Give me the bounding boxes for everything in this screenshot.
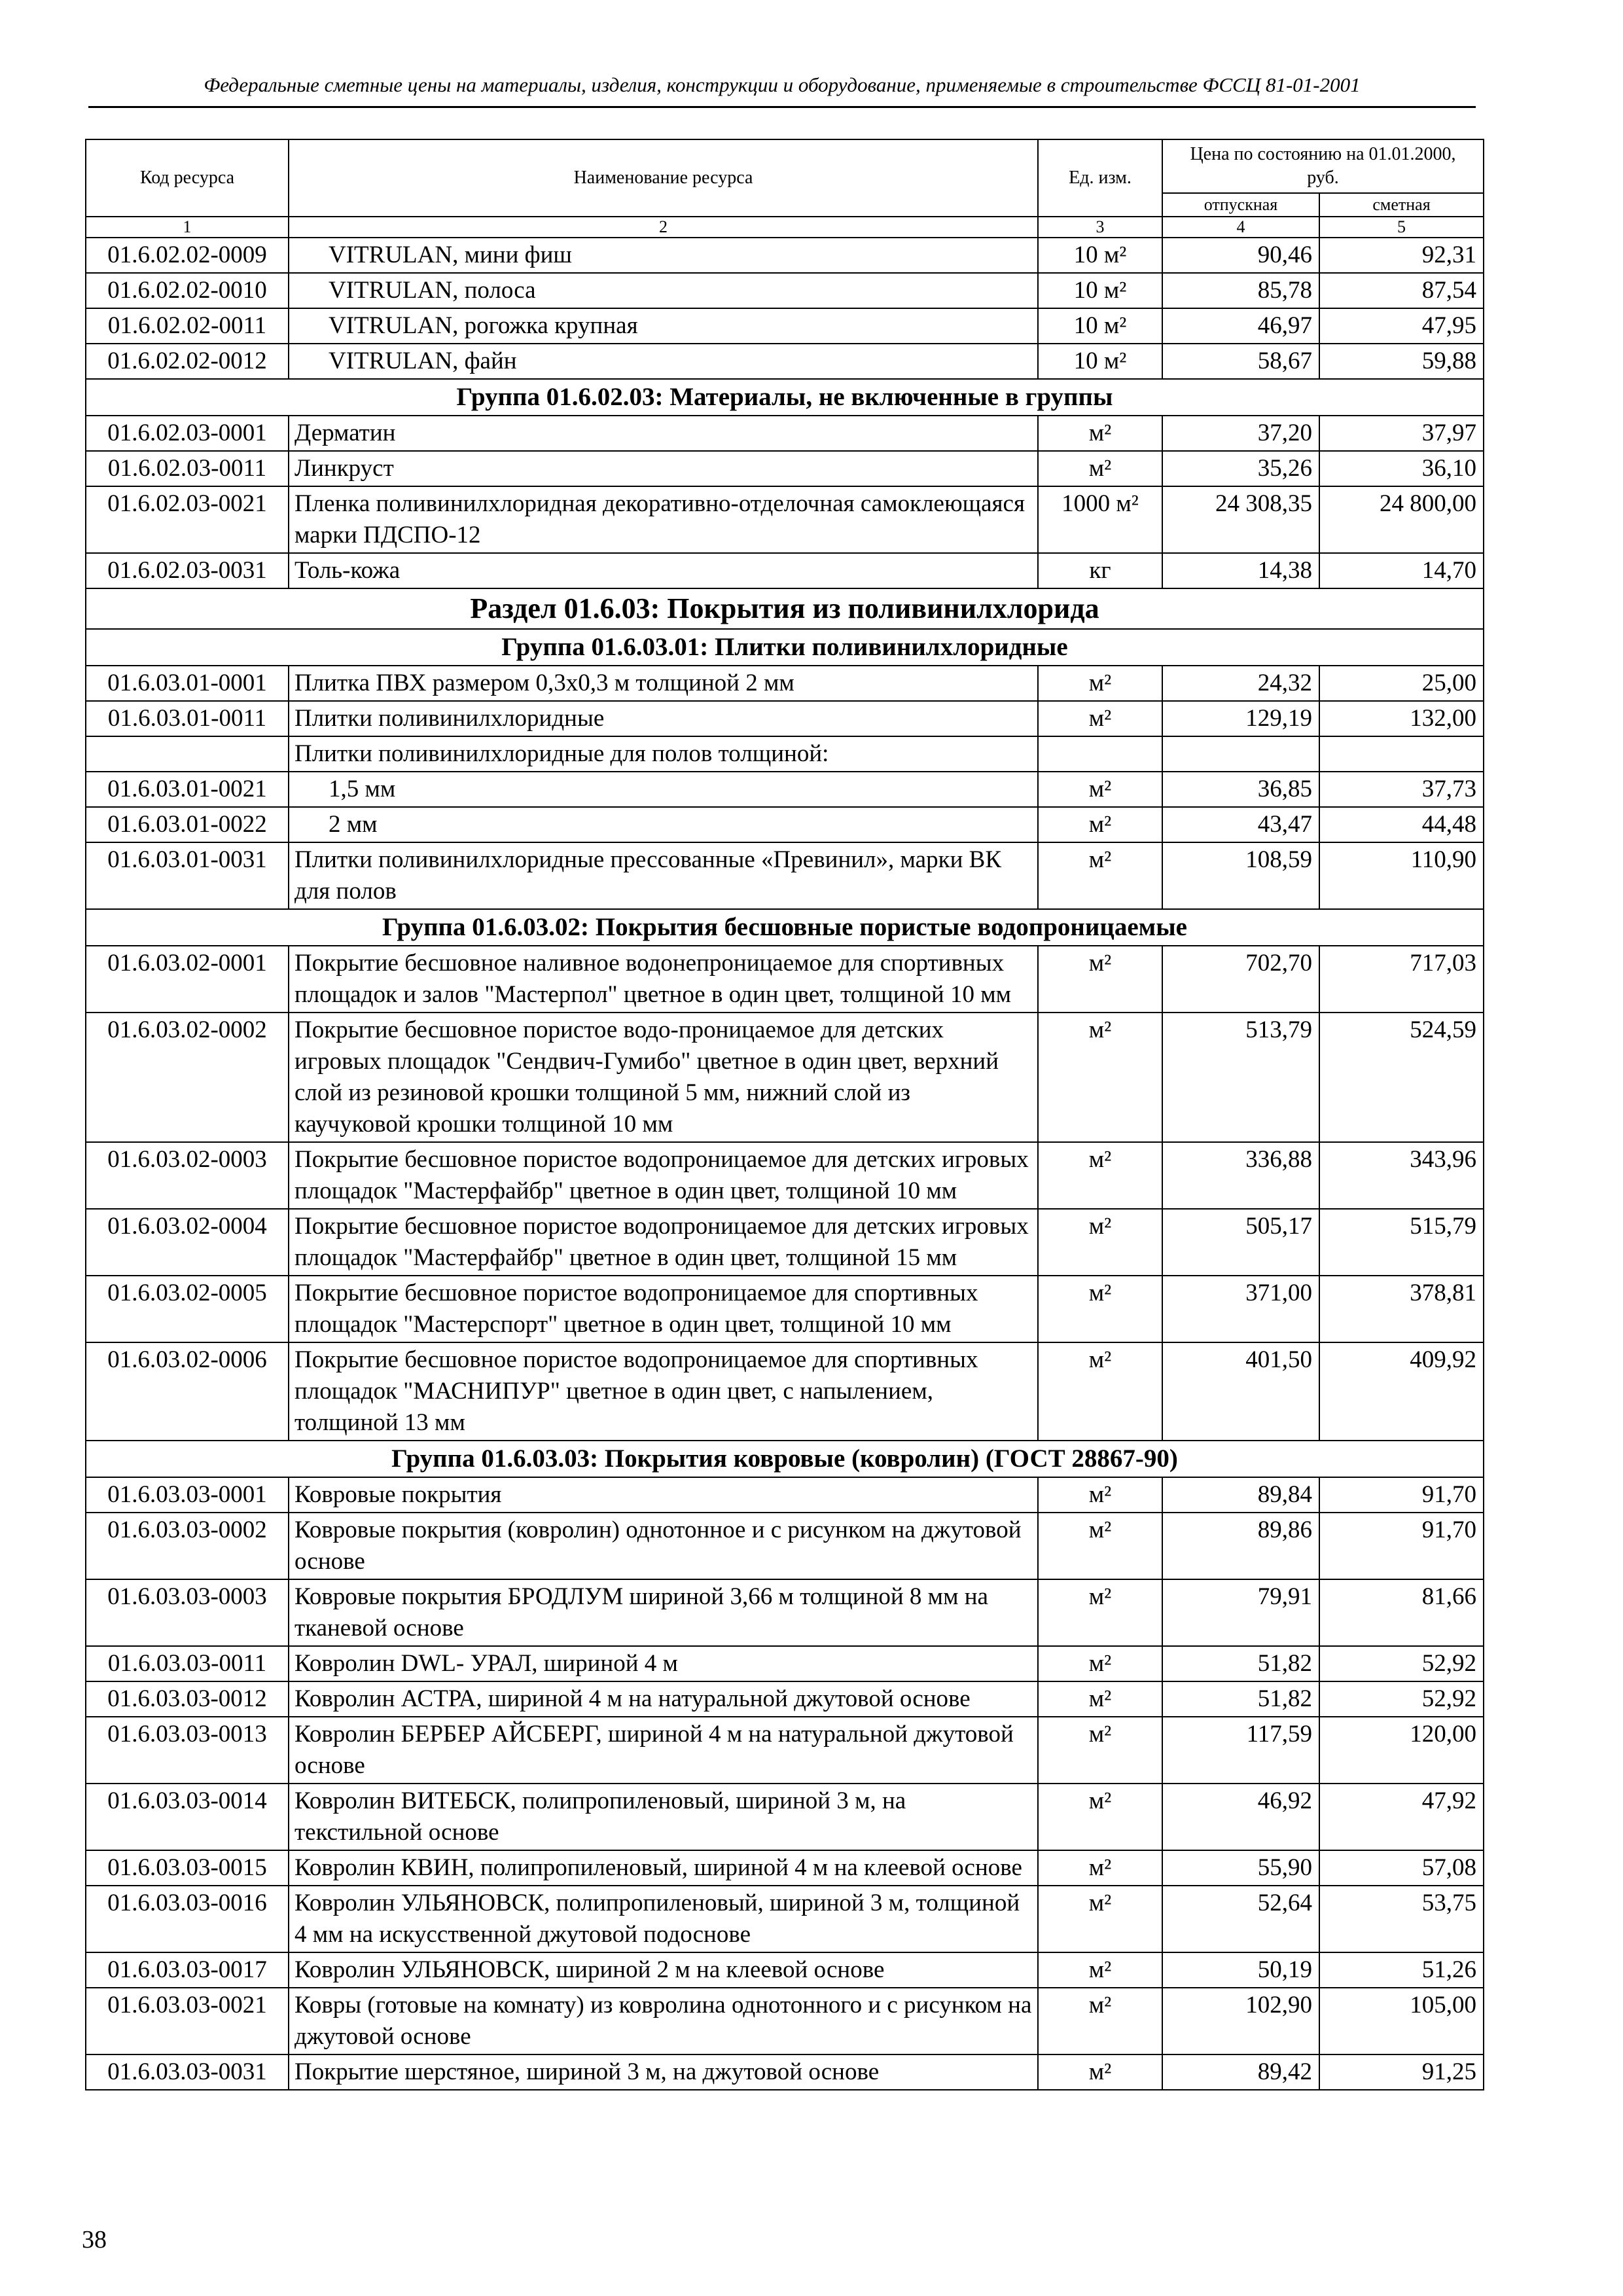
estimate-price-cell: 44,48: [1319, 807, 1484, 842]
release-price-cell: 89,42: [1162, 2054, 1319, 2090]
unit-cell: м²: [1038, 1784, 1162, 1850]
resource-name-cell: Покрытие бесшовное пористое водопроницаемое для детских игровых площадок "Мастерфайбр" цветное в один цвет, толщиной 10 мм: [289, 1142, 1038, 1209]
release-price-cell: 46,97: [1162, 308, 1319, 344]
unit-cell: м²: [1038, 1988, 1162, 2054]
unit-cell: м²: [1038, 1579, 1162, 1646]
estimate-price-cell: 52,92: [1319, 1681, 1484, 1717]
release-price-cell: 102,90: [1162, 1988, 1319, 2054]
resource-code-cell: 01.6.02.03-0031: [86, 553, 289, 588]
resource-code-cell: 01.6.03.02-0001: [86, 946, 289, 1013]
estimate-price-cell: 81,66: [1319, 1579, 1484, 1646]
unit-cell: м²: [1038, 1717, 1162, 1784]
unit-cell: м²: [1038, 1952, 1162, 1988]
resource-code-cell: 01.6.03.03-0013: [86, 1717, 289, 1784]
table-row: [86, 1988, 1484, 2054]
unit-cell: м²: [1038, 1013, 1162, 1142]
group-heading-row: [86, 379, 1484, 416]
running-header: Федеральные сметные цены на материалы, изделия, конструкции и оборудование, применяемые в строительстве ФССЦ 81-01-2001: [204, 73, 1361, 96]
release-price-cell: 85,78: [1162, 273, 1319, 308]
resource-code-cell: 01.6.02.02-0012: [86, 344, 289, 379]
resource-code-cell: 01.6.03.03-0012: [86, 1681, 289, 1717]
resource-code-cell: 01.6.03.02-0002: [86, 1013, 289, 1142]
unit-cell: 10 м²: [1038, 344, 1162, 379]
unit-cell: 1000 м²: [1038, 486, 1162, 553]
table-row: [86, 1784, 1484, 1850]
resource-name-cell: Ковролин БЕРБЕР АЙСБЕРГ, шириной 4 м на натуральной джутовой основе: [289, 1717, 1038, 1784]
column-header-price: Цена по состоянию на 01.01.2000, руб.: [1162, 139, 1484, 193]
resource-name-cell: Ковролин ВИТЕБСК, полипропиленовый, шириной 3 м, на текстильной основе: [289, 1784, 1038, 1850]
table-row: [86, 238, 1484, 273]
unit-cell: м²: [1038, 666, 1162, 701]
resource-code-cell: 01.6.03.03-0014: [86, 1784, 289, 1850]
resource-name-cell: Линкруст: [289, 451, 1038, 486]
release-price-cell: 24,32: [1162, 666, 1319, 701]
group-heading-row: [86, 909, 1484, 946]
resource-name-cell: Ковролин УЛЬЯНОВСК, полипропиленовый, шириной 3 м, толщиной 4 мм на искусственной джутовой подоснове: [289, 1886, 1038, 1952]
table-row: [86, 1886, 1484, 1952]
resource-code-cell: 01.6.02.02-0011: [86, 308, 289, 344]
estimate-price-cell: 120,00: [1319, 1717, 1484, 1784]
table-row: [86, 1342, 1484, 1441]
estimate-price-cell: 110,90: [1319, 842, 1484, 909]
group-title: Группа 01.6.03.03: Покрытия ковровые (ковролин) (ГОСТ 28867-90): [86, 1441, 1484, 1477]
release-price-cell: 52,64: [1162, 1886, 1319, 1952]
column-header-name: Наименование ресурса: [289, 139, 1038, 217]
resource-code-cell: 01.6.03.01-0011: [86, 701, 289, 736]
resource-name-cell: VITRULAN, файн: [289, 344, 1038, 379]
table-row: [86, 416, 1484, 451]
resource-code-cell: 01.6.02.02-0010: [86, 273, 289, 308]
resource-name-cell: Покрытие шерстяное, шириной 3 м, на джутовой основе: [289, 2054, 1038, 2090]
column-number: 5: [1319, 217, 1484, 238]
unit-cell: м²: [1038, 701, 1162, 736]
table-row: [86, 842, 1484, 909]
unit-cell: м²: [1038, 1886, 1162, 1952]
estimate-price-cell: 409,92: [1319, 1342, 1484, 1441]
resource-name-cell: 2 мм: [289, 807, 1038, 842]
estimate-price-cell: 24 800,00: [1319, 486, 1484, 553]
release-price-cell: 51,82: [1162, 1681, 1319, 1717]
resource-name-cell: Ковры (готовые на комнату) из ковролина однотонного и с рисунком на джутовой основе: [289, 1988, 1038, 2054]
unit-cell: м²: [1038, 416, 1162, 451]
table-row: [86, 772, 1484, 807]
release-price-cell: 89,86: [1162, 1513, 1319, 1579]
group-title: Группа 01.6.02.03: Материалы, не включенные в группы: [86, 379, 1484, 416]
resource-name-cell: 1,5 мм: [289, 772, 1038, 807]
release-price-cell: 89,84: [1162, 1477, 1319, 1513]
table-row: [86, 553, 1484, 588]
release-price-cell: 14,38: [1162, 553, 1319, 588]
resource-name-cell: Ковролин КВИН, полипропиленовый, шириной 4 м на клеевой основе: [289, 1850, 1038, 1886]
release-price-cell: 58,67: [1162, 344, 1319, 379]
release-price-cell: 36,85: [1162, 772, 1319, 807]
unit-cell: м²: [1038, 772, 1162, 807]
estimate-price-cell: 343,96: [1319, 1142, 1484, 1209]
column-header-estimate-price: сметная: [1319, 193, 1484, 217]
release-price-cell: 117,59: [1162, 1717, 1319, 1784]
unit-cell: 10 м²: [1038, 238, 1162, 273]
estimate-price-cell: 524,59: [1319, 1013, 1484, 1142]
estimate-price-cell: 92,31: [1319, 238, 1484, 273]
resource-name-cell: Покрытие бесшовное пористое водопроницаемое для детских игровых площадок "Мастерфайбр" цветное в один цвет, толщиной 15 мм: [289, 1209, 1038, 1276]
table-row: [86, 1276, 1484, 1342]
estimate-price-cell: 36,10: [1319, 451, 1484, 486]
table-row: [86, 1850, 1484, 1886]
unit-cell: м²: [1038, 1342, 1162, 1441]
estimate-price-cell: 717,03: [1319, 946, 1484, 1013]
unit-cell: м²: [1038, 1681, 1162, 1717]
resource-name-cell: Покрытие бесшовное пористое водо-проницаемое для детских игровых площадок "Сендвич-Гумибо" цветное в один цвет, верхний слой из резиновой крошки толщиной 5 мм, нижний слой из каучуковой крошки толщиной 10 мм: [289, 1013, 1038, 1142]
resource-code-cell: 01.6.03.02-0003: [86, 1142, 289, 1209]
unit-cell: кг: [1038, 553, 1162, 588]
price-table-body: [86, 139, 1484, 2090]
table-row: [86, 1579, 1484, 1646]
resource-code-cell: 01.6.03.01-0001: [86, 666, 289, 701]
resource-code-cell: 01.6.03.02-0006: [86, 1342, 289, 1441]
resource-code-cell: [86, 736, 289, 772]
table-row: [86, 486, 1484, 553]
table-row: [86, 1209, 1484, 1276]
estimate-price-cell: 87,54: [1319, 273, 1484, 308]
resource-code-cell: 01.6.03.03-0016: [86, 1886, 289, 1952]
resource-name-cell: VITRULAN, рогожка крупная: [289, 308, 1038, 344]
column-number: 3: [1038, 217, 1162, 238]
estimate-price-cell: 105,00: [1319, 1988, 1484, 2054]
estimate-price-cell: 52,92: [1319, 1646, 1484, 1681]
resource-name-cell: Плитки поливинилхлоридные для полов толщиной:: [289, 736, 1038, 772]
release-price-cell: 37,20: [1162, 416, 1319, 451]
resource-code-cell: 01.6.03.03-0015: [86, 1850, 289, 1886]
table-row: [86, 1513, 1484, 1579]
table-row: [86, 451, 1484, 486]
group-heading-row: [86, 1441, 1484, 1477]
release-price-cell: 513,79: [1162, 1013, 1319, 1142]
column-header-code: Код ресурса: [86, 139, 289, 217]
resource-code-cell: 01.6.03.02-0005: [86, 1276, 289, 1342]
resource-name-cell: Ковровые покрытия (ковролин) однотонное и с рисунком на джутовой основе: [289, 1513, 1038, 1579]
estimate-price-cell: 378,81: [1319, 1276, 1484, 1342]
table-row: [86, 1142, 1484, 1209]
section-heading-row: [86, 588, 1484, 629]
resource-code-cell: 01.6.02.03-0011: [86, 451, 289, 486]
column-header-unit: Ед. изм.: [1038, 139, 1162, 217]
resource-name-cell: Ковролин УЛЬЯНОВСК, шириной 2 м на клеевой основе: [289, 1952, 1038, 1988]
unit-cell: м²: [1038, 1477, 1162, 1513]
resource-name-cell: Плитки поливинилхлоридные прессованные «Превинил», марки ВК для полов: [289, 842, 1038, 909]
resource-name-cell: VITRULAN, мини фиш: [289, 238, 1038, 273]
estimate-price-cell: [1319, 736, 1484, 772]
estimate-price-cell: 132,00: [1319, 701, 1484, 736]
resource-name-cell: Плитка ПВХ размером 0,3х0,3 м толщиной 2 мм: [289, 666, 1038, 701]
unit-cell: м²: [1038, 842, 1162, 909]
unit-cell: м²: [1038, 1209, 1162, 1276]
resource-code-cell: 01.6.03.03-0011: [86, 1646, 289, 1681]
release-price-cell: 46,92: [1162, 1784, 1319, 1850]
estimate-price-cell: 59,88: [1319, 344, 1484, 379]
table-row: [86, 1646, 1484, 1681]
column-number: 1: [86, 217, 289, 238]
group-title: Группа 01.6.03.01: Плитки поливинилхлоридные: [86, 629, 1484, 666]
release-price-cell: 108,59: [1162, 842, 1319, 909]
resource-code-cell: 01.6.03.01-0031: [86, 842, 289, 909]
unit-cell: м²: [1038, 1646, 1162, 1681]
estimate-price-cell: 47,95: [1319, 308, 1484, 344]
release-price-cell: 24 308,35: [1162, 486, 1319, 553]
unit-cell: 10 м²: [1038, 273, 1162, 308]
unit-cell: м²: [1038, 807, 1162, 842]
estimate-price-cell: 91,70: [1319, 1477, 1484, 1513]
unit-cell: м²: [1038, 1142, 1162, 1209]
resource-name-cell: Покрытие бесшовное пористое водопроницаемое для спортивных площадок "Мастерспорт" цветное в один цвет, толщиной 10 мм: [289, 1276, 1038, 1342]
estimate-price-cell: 37,97: [1319, 416, 1484, 451]
estimate-price-cell: 57,08: [1319, 1850, 1484, 1886]
table-row: [86, 1681, 1484, 1717]
resource-code-cell: 01.6.02.02-0009: [86, 238, 289, 273]
column-number: 4: [1162, 217, 1319, 238]
estimate-price-cell: 47,92: [1319, 1784, 1484, 1850]
table-row: [86, 1717, 1484, 1784]
table-row: [86, 344, 1484, 379]
unit-cell: м²: [1038, 451, 1162, 486]
resource-name-cell: VITRULAN, полоса: [289, 273, 1038, 308]
resource-code-cell: 01.6.02.03-0021: [86, 486, 289, 553]
resource-name-cell: Ковролин АСТРА, шириной 4 м на натуральной джутовой основе: [289, 1681, 1038, 1717]
section-title: Раздел 01.6.03: Покрытия из поливинилхлорида: [86, 588, 1484, 629]
resource-code-cell: 01.6.03.02-0004: [86, 1209, 289, 1276]
estimate-price-cell: 91,70: [1319, 1513, 1484, 1579]
estimate-price-cell: 37,73: [1319, 772, 1484, 807]
release-price-cell: 51,82: [1162, 1646, 1319, 1681]
resource-name-cell: Плитки поливинилхлоридные: [289, 701, 1038, 736]
resource-code-cell: 01.6.03.03-0001: [86, 1477, 289, 1513]
table-row: [86, 2054, 1484, 2090]
release-price-cell: 50,19: [1162, 1952, 1319, 1988]
release-price-cell: 702,70: [1162, 946, 1319, 1013]
release-price-cell: 371,00: [1162, 1276, 1319, 1342]
estimate-price-cell: 14,70: [1319, 553, 1484, 588]
release-price-cell: [1162, 736, 1319, 772]
resource-code-cell: 01.6.03.03-0003: [86, 1579, 289, 1646]
resource-code-cell: 01.6.03.03-0002: [86, 1513, 289, 1579]
resource-code-cell: 01.6.03.03-0021: [86, 1988, 289, 2054]
release-price-cell: 79,91: [1162, 1579, 1319, 1646]
unit-cell: м²: [1038, 1850, 1162, 1886]
group-heading-row: [86, 629, 1484, 666]
unit-cell: м²: [1038, 2054, 1162, 2090]
table-row: [86, 308, 1484, 344]
table-row: [86, 946, 1484, 1013]
table-row: [86, 701, 1484, 736]
price-table: [85, 139, 1484, 2090]
resource-name-cell: Дерматин: [289, 416, 1038, 451]
table-row: [86, 273, 1484, 308]
unit-cell: м²: [1038, 1513, 1162, 1579]
column-number: 2: [289, 217, 1038, 238]
unit-cell: м²: [1038, 946, 1162, 1013]
resource-name-cell: Покрытие бесшовное наливное водонепроницаемое для спортивных площадок и залов "Мастерпол" цветное в один цвет, толщиной 10 мм: [289, 946, 1038, 1013]
resource-name-cell: Покрытие бесшовное пористое водопроницаемое для спортивных площадок "МАСНИПУР" цветное в один цвет, с напылением, толщиной 13 мм: [289, 1342, 1038, 1441]
estimate-price-cell: 25,00: [1319, 666, 1484, 701]
page-number: 38: [82, 2226, 107, 2253]
release-price-cell: 43,47: [1162, 807, 1319, 842]
resource-code-cell: 01.6.03.01-0021: [86, 772, 289, 807]
unit-cell: м²: [1038, 1276, 1162, 1342]
release-price-cell: 401,50: [1162, 1342, 1319, 1441]
resource-name-cell: Ковровые покрытия: [289, 1477, 1038, 1513]
resource-code-cell: 01.6.02.03-0001: [86, 416, 289, 451]
release-price-cell: 55,90: [1162, 1850, 1319, 1886]
release-price-cell: 505,17: [1162, 1209, 1319, 1276]
resource-name-cell: Ковровые покрытия БРОДЛУМ шириной 3,66 м толщиной 8 мм на тканевой основе: [289, 1579, 1038, 1646]
release-price-cell: 35,26: [1162, 451, 1319, 486]
release-price-cell: 129,19: [1162, 701, 1319, 736]
table-row: [86, 736, 1484, 772]
unit-cell: [1038, 736, 1162, 772]
group-title: Группа 01.6.03.02: Покрытия бесшовные пористые водопроницаемые: [86, 909, 1484, 946]
table-header-row: [86, 139, 1484, 193]
release-price-cell: 336,88: [1162, 1142, 1319, 1209]
estimate-price-cell: 51,26: [1319, 1952, 1484, 1988]
release-price-cell: 90,46: [1162, 238, 1319, 273]
estimate-price-cell: 53,75: [1319, 1886, 1484, 1952]
unit-cell: 10 м²: [1038, 308, 1162, 344]
estimate-price-cell: 515,79: [1319, 1209, 1484, 1276]
column-number-row: [86, 217, 1484, 238]
table-row: [86, 807, 1484, 842]
resource-code-cell: 01.6.03.03-0031: [86, 2054, 289, 2090]
resource-name-cell: Пленка поливинилхлоридная декоративно-отделочная самоклеющаяся марки ПДСПО-12: [289, 486, 1038, 553]
estimate-price-cell: 91,25: [1319, 2054, 1484, 2090]
table-row: [86, 666, 1484, 701]
table-row: [86, 1477, 1484, 1513]
resource-code-cell: 01.6.03.01-0022: [86, 807, 289, 842]
table-row: [86, 1952, 1484, 1988]
resource-name-cell: Толь-кожа: [289, 553, 1038, 588]
resource-code-cell: 01.6.03.03-0017: [86, 1952, 289, 1988]
column-header-release-price: отпускная: [1162, 193, 1319, 217]
resource-name-cell: Ковролин DWL- УРАЛ, шириной 4 м: [289, 1646, 1038, 1681]
header-rule: [88, 106, 1476, 108]
table-row: [86, 1013, 1484, 1142]
